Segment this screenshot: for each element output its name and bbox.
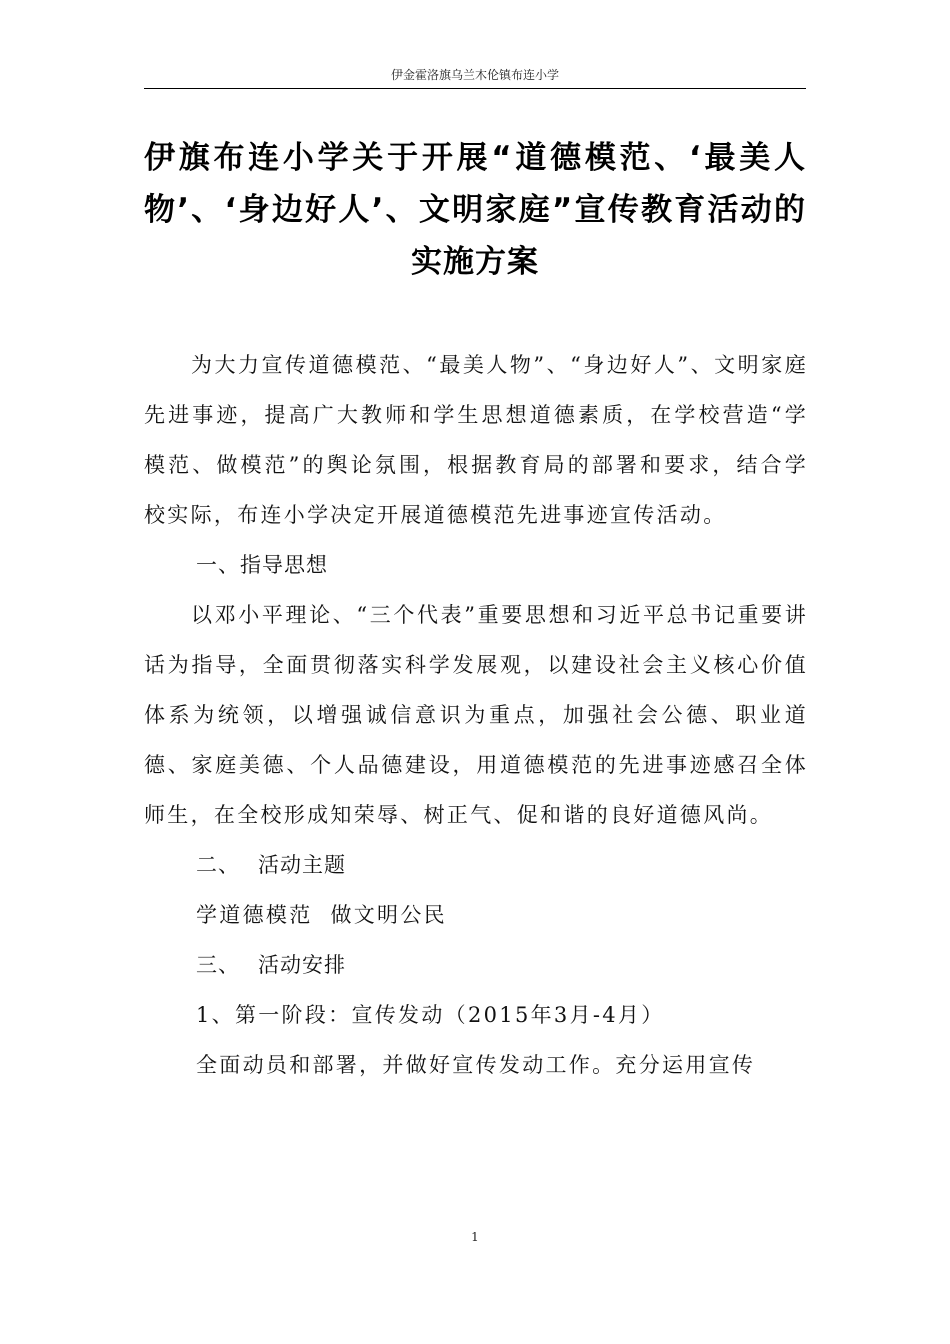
page-header <box>144 66 806 89</box>
heading-number: 二、 <box>196 853 240 877</box>
heading-text: 活动主题 <box>258 853 346 877</box>
document-title: 伊旗布连小学关于开展“道德模范、‘最美人物’、‘身边好人’、文明家庭”宣传教育活动的实施方案 <box>144 140 806 280</box>
section-heading-activity-arrangement <box>144 940 808 990</box>
heading-number: 三、 <box>196 953 240 977</box>
guiding-ideology-paragraph: 以邓小平理论、“三个代表”重要思想和习近平总书记重要讲话为指导，全面贯彻落实科学发展观，以建设社会主义核心价值体系为统领，以增强诚信意识为重点，加强社会公德、职业道德、家庭美德、个人品德建设，用道德模范的先进事迹感召全体师生，在全校形成知荣辱、树正气、促和谐的良好道德风尚。 <box>144 603 808 827</box>
stage-one-body: 全面动员和部署，并做好宣传发动工作。充分运用宣传 <box>196 1053 756 1077</box>
section-heading-activity-theme <box>144 840 808 890</box>
page-number: 1 <box>471 1230 479 1244</box>
document-body <box>144 340 808 1090</box>
intro-paragraph: 为大力宣传道德模范、“最美人物”、“身边好人”、文明家庭先进事迹，提高广大教师和学生思想道德素质，在学校营造“学模范、做模范”的舆论氛围，根据教育局的部署和要求，结合学校实际，布连小学决定开展道德模范先进事迹宣传活动。 <box>144 353 808 527</box>
header-text: 伊金霍洛旗乌兰木伦镇布连小学 <box>390 68 559 82</box>
heading-text: 活动安排 <box>258 953 346 977</box>
activity-theme-text: 学道德模范 做文明公民 <box>196 903 447 927</box>
section-heading-guiding-ideology: 一、指导思想 <box>196 553 328 577</box>
stage-one-line: 1、第一阶段：宣传发动（2015年3月-4月） <box>196 1003 665 1027</box>
